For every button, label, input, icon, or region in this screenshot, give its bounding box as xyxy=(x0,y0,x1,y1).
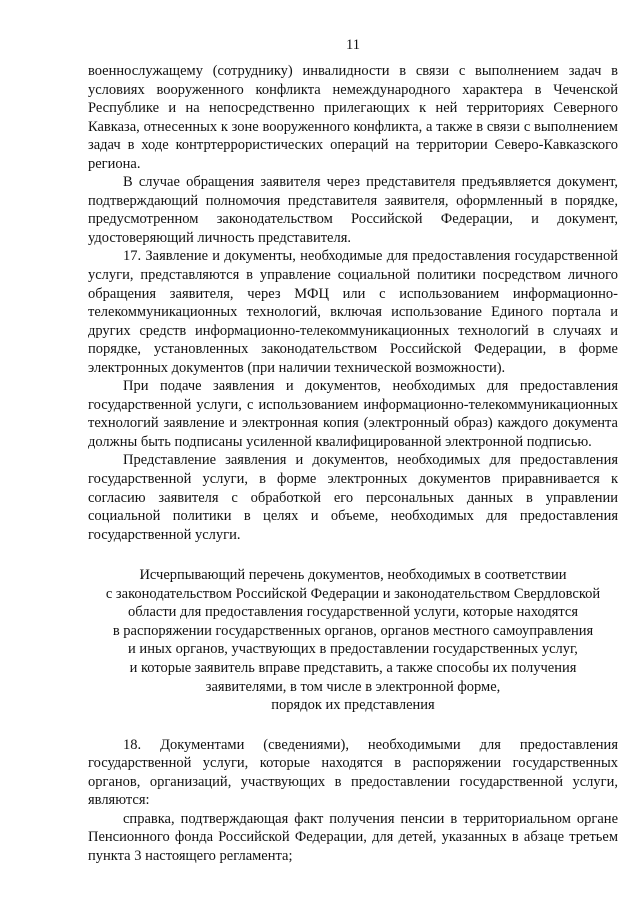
section-heading xyxy=(88,566,618,714)
heading-line: и иных органов, участвующих в предоставлении государственных услуг, xyxy=(128,641,578,658)
heading-line: и которые заявитель вправе представить, а также способы их получения xyxy=(129,659,577,676)
paragraph-pension-certificate: справка, подтверждающая факт получения пенсии в территориальном органе Пенсионного фонда Российской Федерации, для детей, указанных в абзаце третьем пункта 3 настоящего регламента; xyxy=(88,810,618,864)
paragraph-item-17: 17. Заявление и документы, необходимые для предоставления государственной услуги, представляются в управление социальной политики посредством личного обращения заявителя, через МФЦ или с использованием информационно-телекоммуникационных технологий, включая использование Единого портала и других средств информационно-телекоммуникационных технологий в случаях и порядке, установленных законодательством Российской Федерации, в форме электронных документов (при наличии технической возможности). xyxy=(88,248,618,376)
page-number: 11 xyxy=(346,37,360,53)
heading-line: Исчерпывающий перечень документов, необходимых в соответствии xyxy=(139,567,567,584)
heading-line: заявителями, в том числе в электронной форме, xyxy=(205,678,501,695)
paragraph-military-disability: военнослужащему (сотруднику) инвалидности в связи с выполнением задач в условиях вооруженного конфликта немеждународного характера в Чеченской Республике и на непосредственно прилегающих к ней территориях Северного Кавказа, отнесенных к зоне вооруженного конфликта, а также в связи с выполнением задач в ходе контртеррористических операций на территории Северо-Кавказского региона. xyxy=(88,63,618,172)
heading-line: с законодательством Российской Федерации и законодательством Свердловской xyxy=(105,585,601,602)
paragraph-item-18: 18. Документами (сведениями), необходимыми для предоставления государственной услуги, которые находятся в распоряжении государственных органов, организаций, участвующих в предоставлении государственной услуги, являются: xyxy=(88,736,618,809)
heading-line: области для предоставления государственной услуги, которые находятся xyxy=(127,604,579,621)
heading-line: порядок их представления xyxy=(271,697,435,714)
heading-line: в распоряжении государственных органов, органов местного самоуправления xyxy=(112,622,594,639)
paragraph-electronic-signature: При подаче заявления и документов, необходимых для предоставления государственной услуги, с использованием информационно-телекоммуникационных технологий заявление и электронная копия (электронный образ) каждого документа должны быть подписаны усиленной квалифицированной электронной подписью. xyxy=(88,378,618,450)
document-body xyxy=(88,62,618,865)
paragraph-representative: В случае обращения заявителя через представителя предъявляется документ, подтверждающий полномочия представителя заявителя, оформленный в порядке, предусмотренном законодательством Российской Федерации, и документ, удостоверяющий личность представителя. xyxy=(88,174,618,246)
paragraph-personal-data-consent: Представление заявления и документов, необходимых для предоставления государственной услуги, в форме электронных документов приравнивается к согласию заявителя с обработкой его персональных данных в управлении социальной политики в целях и объеме, необходимых для предоставления государственной услуги. xyxy=(88,452,618,543)
